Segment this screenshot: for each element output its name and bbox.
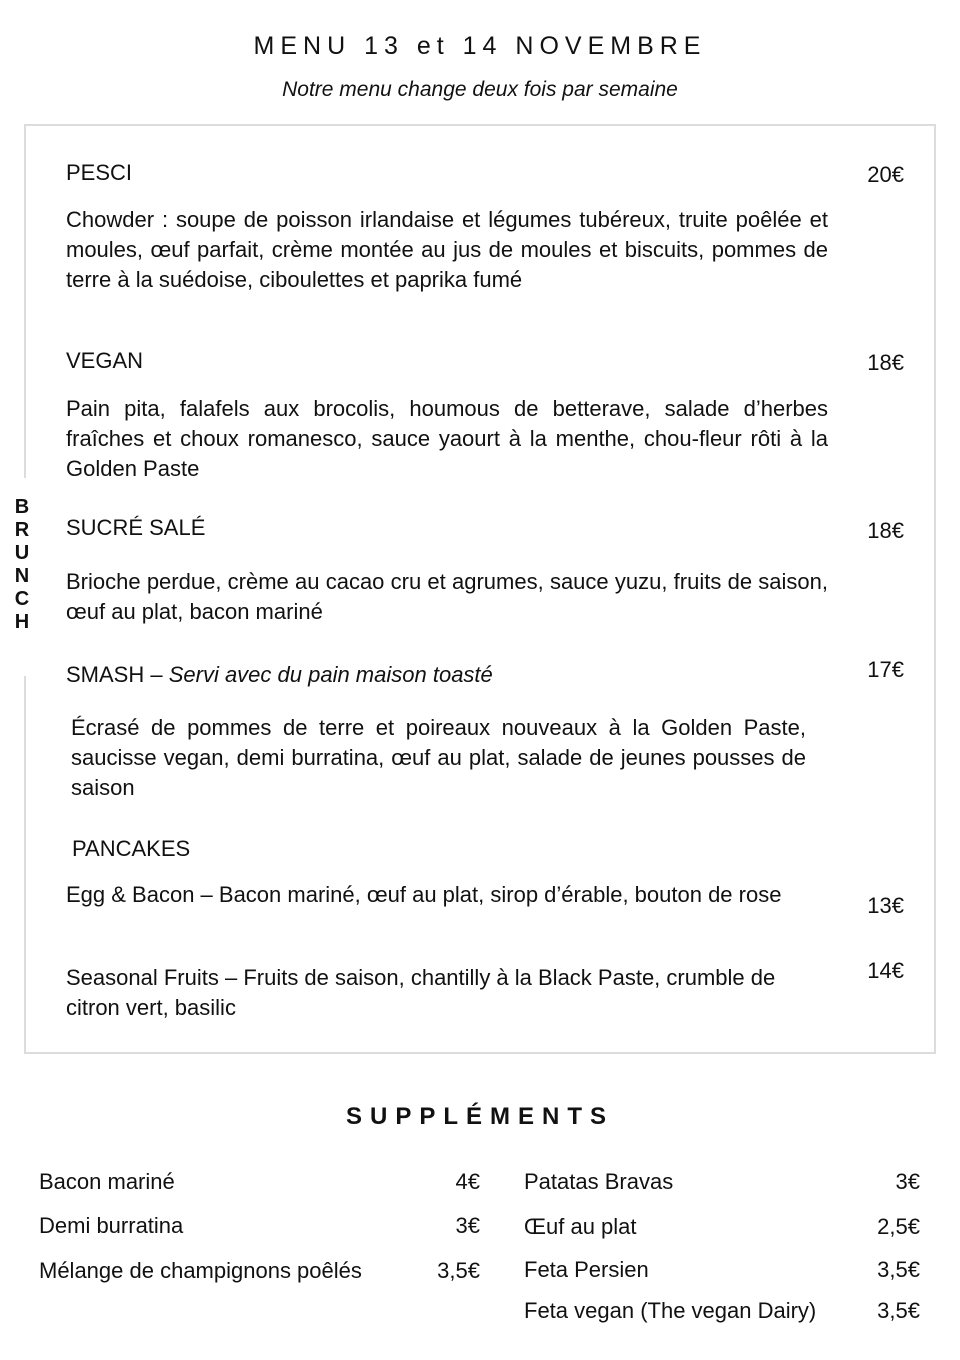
item-vegan-title: VEGAN [66, 348, 144, 373]
pancake-seasonal-fruits-price: 14€ [867, 958, 904, 983]
item-vegan-description: Pain pita, falafels aux brocolis, houmous de betterave, salade d’herbes fraîches et choux romanesco, sauce yaourt à la menthe, chou-fleur rôti à la Golden Paste [66, 396, 828, 481]
supplement-price: 3,5€ [877, 1257, 920, 1282]
supplement-name: Demi burratina [39, 1213, 184, 1238]
menu-subtitle: Notre menu change deux fois par semaine [282, 78, 678, 101]
supplement-name: Bacon mariné [39, 1169, 175, 1194]
supplement-name: Mélange de champignons poêlés [39, 1258, 362, 1283]
brunch-letter: U [14, 542, 30, 564]
item-pesci-price: 20€ [867, 162, 904, 187]
supplement-price: 3,5€ [877, 1298, 920, 1323]
supplement-price: 3€ [455, 1213, 480, 1238]
item-pesci-description: Chowder : soupe de poisson irlandaise et légumes tubéreux, truite poêlée et moules, œuf parfait, crème montée au jus de moules et biscuits, pommes de terre à la suédoise, ciboulettes et paprika fumé [66, 207, 828, 292]
item-sucre-sale-title: SUCRÉ SALÉ [66, 515, 206, 540]
supplement-name: Œuf au plat [524, 1214, 637, 1239]
item-sucre-sale-description: Brioche perdue, crème au cacao cru et agrumes, sauce yuzu, fruits de saison, œuf au plat, bacon mariné [66, 569, 828, 624]
supplement-price: 3€ [895, 1169, 920, 1194]
supplement-name: Patatas Bravas [524, 1169, 674, 1194]
item-smash-title [66, 662, 493, 688]
pancake-egg-bacon [66, 880, 786, 910]
pancake-egg-bacon-name: Egg & Bacon [66, 882, 195, 907]
pancake-egg-bacon-desc: – Bacon mariné, œuf au plat, sirop d’érable, bouton de rose [194, 882, 782, 907]
brunch-letter: B [14, 496, 30, 518]
brunch-letter: R [14, 519, 30, 541]
item-smash-name: SMASH – [66, 662, 169, 687]
brunch-side-label [13, 496, 31, 634]
item-smash-note: Servi avec du pain maison toasté [168, 662, 493, 687]
brunch-letter: C [14, 588, 30, 610]
menu-title: MENU 13 et 14 NOVEMBRE [253, 32, 707, 60]
pancake-seasonal-fruits-name: Seasonal Fruits [66, 965, 219, 990]
item-vegan-price: 18€ [867, 350, 904, 375]
brunch-letter: N [14, 565, 30, 587]
item-pesci-title: PESCI [66, 160, 133, 185]
pancake-egg-bacon-price: 13€ [867, 893, 904, 918]
pancakes-heading: PANCAKES [72, 836, 191, 861]
supplement-name: Feta vegan (The vegan Dairy) [524, 1298, 817, 1323]
supplement-price: 2,5€ [877, 1214, 920, 1239]
supplement-price: 3,5€ [437, 1258, 480, 1283]
supplement-price: 4€ [455, 1169, 480, 1194]
item-sucre-sale-price: 18€ [867, 518, 904, 543]
item-smash-price: 17€ [867, 657, 904, 682]
supplements-title: SUPPLÉMENTS [345, 1103, 615, 1130]
pancake-seasonal-fruits [66, 963, 786, 1023]
supplement-name: Feta Persien [524, 1257, 649, 1282]
item-smash-description: Écrasé de pommes de terre et poireaux nouveaux à la Golden Paste, saucisse vegan, demi burratina, œuf au plat, salade de jeunes pousses de saison [71, 715, 806, 800]
pancake-seasonal-fruits-desc: – Fruits de saison, chantilly à la Black Paste, crumble de citron vert, basilic [66, 965, 776, 1020]
brunch-letter: H [14, 611, 30, 633]
